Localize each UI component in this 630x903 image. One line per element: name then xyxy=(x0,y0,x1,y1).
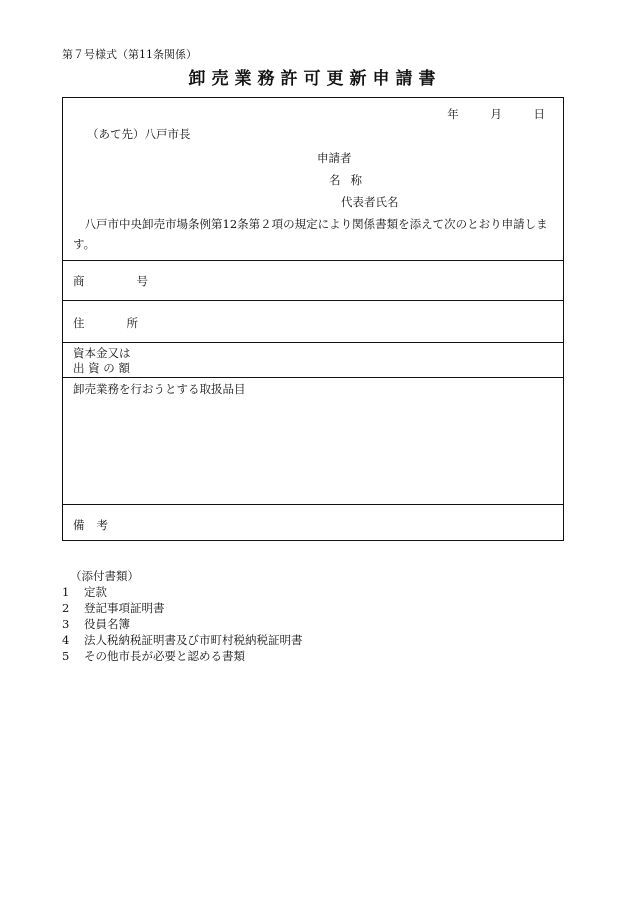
list-item-text: 定款 xyxy=(84,585,107,599)
list-item xyxy=(62,600,303,616)
list-item-text: 登記事項証明書 xyxy=(84,601,165,615)
capital-label-line1: 資本金又は xyxy=(73,346,131,360)
remarks-label xyxy=(73,517,120,533)
trade-name-label-char2: 号 xyxy=(136,274,148,288)
attachments-list xyxy=(62,568,303,664)
list-item xyxy=(62,584,303,600)
applicant-label: 申請者 xyxy=(317,151,352,165)
addressee: （あて先）八戸市長 xyxy=(87,127,191,141)
application-statement: 八戸市中央卸売市場条例第12条第２項の規定により関係書類を添えて次のとおり申請します。 xyxy=(73,217,548,251)
capital-row[interactable] xyxy=(63,342,563,377)
address-label-char1: 住 xyxy=(73,316,85,330)
trade-name-row[interactable] xyxy=(63,260,563,300)
list-item-number: 2 xyxy=(62,601,70,615)
document-title: 卸売業務許可更新申請書 xyxy=(188,69,442,89)
capital-label-line2: 出 資 の 額 xyxy=(73,361,130,375)
list-item-text: その他市長が必要と認める書類 xyxy=(84,649,245,663)
list-item xyxy=(62,648,303,664)
list-item-text: 法人税納税証明書及び市町村税納税証明書 xyxy=(84,633,303,647)
list-item-text: 役員名簿 xyxy=(84,617,130,631)
representative-label: 代表者氏名 xyxy=(341,195,399,209)
list-item-number: 1 xyxy=(62,585,70,599)
attachments-heading: （添付書類） xyxy=(70,569,139,583)
list-item xyxy=(62,616,303,632)
items-row[interactable] xyxy=(63,377,563,504)
address-label-char2: 所 xyxy=(126,316,138,330)
list-item-number: 4 xyxy=(62,633,70,647)
list-item xyxy=(62,632,303,648)
remarks-label-char1: 備 xyxy=(73,518,85,532)
capital-label xyxy=(73,346,131,376)
trade-name-label-char1: 商 xyxy=(73,274,85,288)
address-label xyxy=(73,315,180,331)
name-label: 名称 xyxy=(329,173,372,187)
year-label: 年 xyxy=(447,107,459,121)
form-number: 第７号様式（第11条関係） xyxy=(62,48,197,61)
remarks-label-char2: 考 xyxy=(96,518,108,532)
address-row[interactable] xyxy=(63,300,563,342)
month-label: 月 xyxy=(490,107,502,121)
items-label: 卸売業務を行おうとする取扱品目 xyxy=(73,382,246,396)
day-label: 日 xyxy=(533,107,545,121)
remarks-row[interactable] xyxy=(63,504,563,540)
list-item-number: 3 xyxy=(62,617,70,631)
list-item-number: 5 xyxy=(62,649,70,663)
application-form xyxy=(62,97,564,541)
trade-name-label xyxy=(73,273,200,289)
date-line xyxy=(447,106,545,122)
